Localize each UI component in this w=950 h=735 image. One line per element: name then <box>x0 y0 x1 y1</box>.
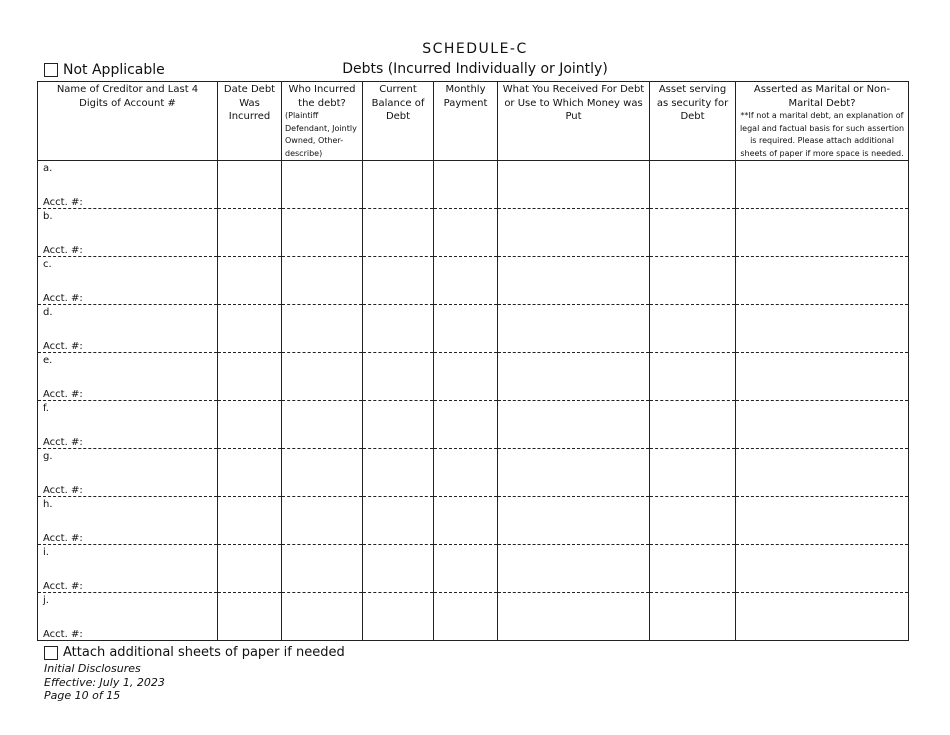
debts-table <box>37 81 909 641</box>
marital-cell[interactable] <box>736 305 909 353</box>
monthly-payment-cell[interactable] <box>434 209 498 257</box>
marital-cell[interactable] <box>736 209 909 257</box>
monthly-payment-cell[interactable] <box>434 257 498 305</box>
marital-cell[interactable] <box>736 161 909 209</box>
who-incurred-cell[interactable] <box>282 353 363 401</box>
asset-security-cell[interactable] <box>650 353 736 401</box>
date-incurred-cell[interactable] <box>218 449 282 497</box>
table-row <box>38 209 909 257</box>
marital-cell[interactable] <box>736 353 909 401</box>
what-received-cell[interactable] <box>498 593 650 641</box>
acct-label: Acct. #: <box>43 629 83 640</box>
monthly-payment-cell[interactable] <box>434 497 498 545</box>
date-incurred-cell[interactable] <box>218 209 282 257</box>
acct-label: Acct. #: <box>43 437 83 448</box>
table-row <box>38 353 909 401</box>
asset-security-cell[interactable] <box>650 593 736 641</box>
asset-security-cell[interactable] <box>650 161 736 209</box>
header-who-incurred <box>282 82 363 161</box>
table-row <box>38 545 909 593</box>
what-received-cell[interactable] <box>498 497 650 545</box>
balance-cell[interactable] <box>363 401 434 449</box>
row-letter: h. <box>43 499 53 510</box>
asset-security-cell[interactable] <box>650 449 736 497</box>
creditor-cell[interactable] <box>38 257 218 305</box>
who-incurred-cell[interactable] <box>282 161 363 209</box>
row-letter: b. <box>43 211 53 222</box>
creditor-cell[interactable] <box>38 497 218 545</box>
who-incurred-cell[interactable] <box>282 449 363 497</box>
acct-label: Acct. #: <box>43 341 83 352</box>
balance-cell[interactable] <box>363 593 434 641</box>
who-incurred-cell[interactable] <box>282 593 363 641</box>
acct-label: Acct. #: <box>43 581 83 592</box>
who-incurred-cell[interactable] <box>282 401 363 449</box>
header-date-incurred: Date Debt Was Incurred <box>218 82 282 161</box>
what-received-cell[interactable] <box>498 401 650 449</box>
what-received-cell[interactable] <box>498 209 650 257</box>
acct-label: Acct. #: <box>43 293 83 304</box>
marital-cell[interactable] <box>736 497 909 545</box>
date-incurred-cell[interactable] <box>218 161 282 209</box>
acct-label: Acct. #: <box>43 533 83 544</box>
not-applicable-option[interactable] <box>44 62 165 78</box>
marital-cell[interactable] <box>736 257 909 305</box>
balance-cell[interactable] <box>363 161 434 209</box>
header-monthly-payment: Monthly Payment <box>434 82 498 161</box>
schedule-title: SCHEDULE-C <box>422 41 528 57</box>
creditor-cell[interactable] <box>38 593 218 641</box>
asset-security-cell[interactable] <box>650 257 736 305</box>
row-letter: g. <box>43 451 53 462</box>
asset-security-cell[interactable] <box>650 305 736 353</box>
header-who-label: Who Incurred the debt? <box>288 84 356 109</box>
header-who-note: (Plaintiff Defendant, Jointly Owned, Other-describe) <box>285 111 357 158</box>
row-letter: i. <box>43 547 49 558</box>
monthly-payment-cell[interactable] <box>434 161 498 209</box>
balance-cell[interactable] <box>363 449 434 497</box>
table-row <box>38 449 909 497</box>
acct-label: Acct. #: <box>43 197 83 208</box>
marital-cell[interactable] <box>736 401 909 449</box>
creditor-cell[interactable] <box>38 161 218 209</box>
marital-cell[interactable] <box>736 449 909 497</box>
balance-cell[interactable] <box>363 209 434 257</box>
date-incurred-cell[interactable] <box>218 545 282 593</box>
date-incurred-cell[interactable] <box>218 497 282 545</box>
creditor-cell[interactable] <box>38 449 218 497</box>
monthly-payment-cell[interactable] <box>434 401 498 449</box>
row-letter: d. <box>43 307 53 318</box>
header-what-received: What You Received For Debt or Use to Which Money was Put <box>498 82 650 161</box>
row-letter: a. <box>43 163 53 174</box>
creditor-cell[interactable] <box>38 545 218 593</box>
header-asset-security: Asset serving as security for Debt <box>650 82 736 161</box>
acct-label: Acct. #: <box>43 485 83 496</box>
attach-sheets-checkbox[interactable] <box>44 646 58 660</box>
table-row <box>38 593 909 641</box>
what-received-cell[interactable] <box>498 353 650 401</box>
balance-cell[interactable] <box>363 305 434 353</box>
monthly-payment-cell[interactable] <box>434 353 498 401</box>
attach-sheets-label: Attach additional sheets of paper if needed <box>63 645 345 660</box>
who-incurred-cell[interactable] <box>282 209 363 257</box>
monthly-payment-cell[interactable] <box>434 545 498 593</box>
creditor-cell[interactable] <box>38 209 218 257</box>
acct-label: Acct. #: <box>43 389 83 400</box>
balance-cell[interactable] <box>363 353 434 401</box>
balance-cell[interactable] <box>363 497 434 545</box>
who-incurred-cell[interactable] <box>282 305 363 353</box>
asset-security-cell[interactable] <box>650 497 736 545</box>
table-row <box>38 401 909 449</box>
row-letter: j. <box>43 595 49 606</box>
header-current-balance: Current Balance of Debt <box>363 82 434 161</box>
what-received-cell[interactable] <box>498 257 650 305</box>
not-applicable-label: Not Applicable <box>63 62 165 78</box>
balance-cell[interactable] <box>363 257 434 305</box>
header-marital-note: **If not a marital debt, an explanation of legal and factual basis for such assertion is required. Please attach additional sheets of paper if more space is needed. <box>739 111 905 158</box>
asset-security-cell[interactable] <box>650 401 736 449</box>
footer-doc-name: Initial Disclosures <box>44 662 141 675</box>
what-received-cell[interactable] <box>498 161 650 209</box>
date-incurred-cell[interactable] <box>218 305 282 353</box>
date-incurred-cell[interactable] <box>218 593 282 641</box>
table-row <box>38 161 909 209</box>
who-incurred-cell[interactable] <box>282 497 363 545</box>
monthly-payment-cell[interactable] <box>434 449 498 497</box>
date-incurred-cell[interactable] <box>218 353 282 401</box>
who-incurred-cell[interactable] <box>282 545 363 593</box>
date-incurred-cell[interactable] <box>218 401 282 449</box>
marital-cell[interactable] <box>736 593 909 641</box>
who-incurred-cell[interactable] <box>282 257 363 305</box>
schedule-subtitle: Debts (Incurred Individually or Jointly) <box>342 61 608 77</box>
creditor-cell[interactable] <box>38 353 218 401</box>
date-incurred-cell[interactable] <box>218 257 282 305</box>
acct-label: Acct. #: <box>43 245 83 256</box>
header-marital-label: Asserted as Marital or Non-Marital Debt? <box>753 84 891 109</box>
monthly-payment-cell[interactable] <box>434 305 498 353</box>
row-letter: f. <box>43 403 49 414</box>
attach-sheets-option[interactable] <box>44 645 345 660</box>
table-row <box>38 257 909 305</box>
header-creditor: Name of Creditor and Last 4 Digits of Account # <box>38 82 218 161</box>
row-letter: c. <box>43 259 52 270</box>
table-row <box>38 497 909 545</box>
page-footer <box>44 662 165 703</box>
balance-cell[interactable] <box>363 545 434 593</box>
header-marital <box>736 82 909 161</box>
asset-security-cell[interactable] <box>650 545 736 593</box>
table-header-row <box>38 82 909 161</box>
monthly-payment-cell[interactable] <box>434 593 498 641</box>
marital-cell[interactable] <box>736 545 909 593</box>
footer-effective-date: Effective: July 1, 2023 <box>44 675 165 689</box>
footer-page-number: Page 10 of 15 <box>44 689 121 702</box>
creditor-cell[interactable] <box>38 305 218 353</box>
what-received-cell[interactable] <box>498 449 650 497</box>
what-received-cell[interactable] <box>498 305 650 353</box>
table-row <box>38 305 909 353</box>
asset-security-cell[interactable] <box>650 209 736 257</box>
creditor-cell[interactable] <box>38 401 218 449</box>
not-applicable-checkbox[interactable] <box>44 63 58 77</box>
row-letter: e. <box>43 355 53 366</box>
what-received-cell[interactable] <box>498 545 650 593</box>
